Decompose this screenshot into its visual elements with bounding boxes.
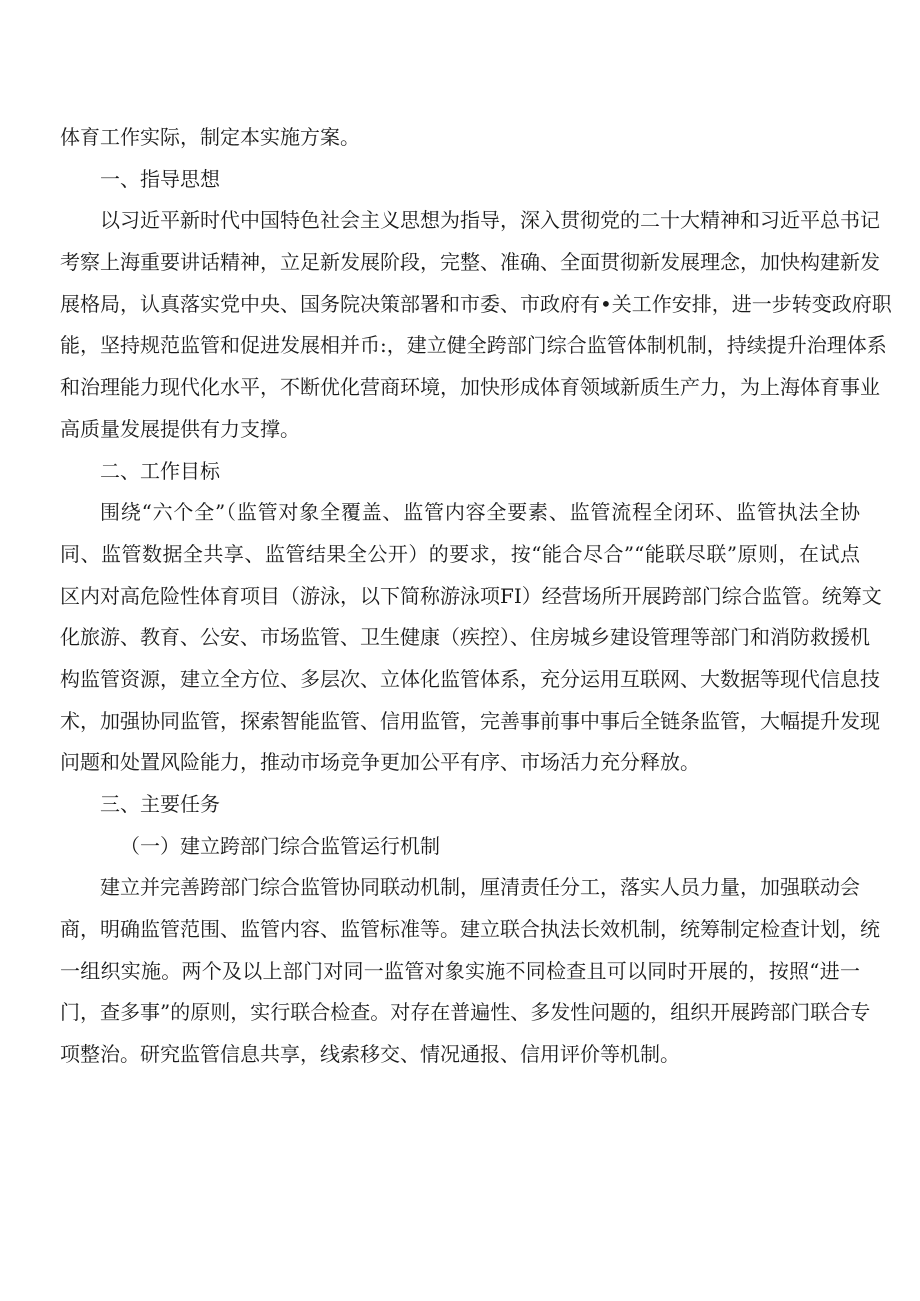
paragraph-line: 围绕“六个全”（监管对象全覆盖、监管内容全要素、监管流程全闭环、监管执法全协	[100, 500, 860, 525]
paragraph-line: 以习近平新时代中国特色社会主义思想为指导，深入贯彻党的二十大精神和习近平总书记	[100, 208, 880, 233]
section-3-heading: 三、主要任务	[100, 792, 220, 816]
paragraph-line: 项整治。研究监管信息共享，线索移交、情况通报、信用评价等机制。	[60, 1042, 680, 1067]
document-body	[60, 117, 892, 1076]
paragraph-line: 建立并完善跨部门综合监管协同联动机制，厘清责任分工，落实人员力量，加强联动会	[100, 875, 860, 900]
paragraph-line: 和治理能力现代化水平，不断优化营商环境，加快形成体育领域新质生产力，为上海体育事业	[60, 375, 880, 400]
section-3-subheading: （一）建立跨部门综合监管运行机制	[120, 833, 440, 858]
paragraph-line: 门，查多事”的原则，实行联合检查。对存在普遍性、多发性问题的，组织开展跨部门联合专	[60, 1000, 871, 1025]
paragraph-line: 商，明确监管范围、监管内容、监管标准等。建立联合执法长效机制，统筹制定检查计划，统	[60, 917, 880, 942]
paragraph-line: 同、监管数据全共享、监管结果全公开）的要求，按“能合尽合”“能联尽联”原则，在试点	[60, 541, 860, 566]
paragraph-line: 构监管资源，建立全方位、多层次、立体化监管体系，充分运用互联网、大数据等现代信息技	[60, 666, 880, 691]
section-1-heading: 一、指导思想	[100, 166, 220, 191]
paragraph-line: 展格局，认真落实党中央、国务院决策部署和市委、市政府有•关工作安排，进一步转变政府职	[60, 291, 892, 316]
paragraph-line: 术，加强协同监管，探索智能监管、信用监管，完善事前事中事后全链条监管，大幅提升发现	[60, 708, 880, 733]
paragraph-line: 区内对高危险性体育项目（游泳，以下简称游泳项FI）经营场所开展跨部门综合监管。统筹文	[60, 583, 882, 608]
section-3-paragraph	[60, 867, 880, 1075]
paragraph-line: 化旅游、教育、公安、市场监管、卫生健康（疾控）、住房城乡建设管理等部门和消防救援机	[60, 625, 870, 650]
paragraph-line: 高质量发展提供有力支撑。	[60, 416, 300, 441]
section-2-heading: 二、工作目标	[100, 458, 220, 483]
section-1-paragraph	[60, 200, 892, 450]
paragraph-line: 一组织实施。两个及以上部门对同一监管对象实施不同检查且可以同时开展的，按照“进一	[60, 958, 860, 983]
section-2-paragraph	[60, 492, 882, 784]
paragraph-line: 能，坚持规范监管和促进发展相并币:，建立健全跨部门综合监管体制机制，持续提升治理体系	[60, 333, 887, 358]
intro-tail-line: 体育工作实际，制定本实施方案。	[60, 125, 360, 149]
paragraph-line: 考察上海重要讲话精神，立足新发展阶段，完整、准确、全面贯彻新发展理念，加快构建新发	[60, 250, 880, 275]
paragraph-line: 问题和处置风险能力，推动市场竞争更加公平有序、市场活力充分释放。	[60, 750, 700, 775]
